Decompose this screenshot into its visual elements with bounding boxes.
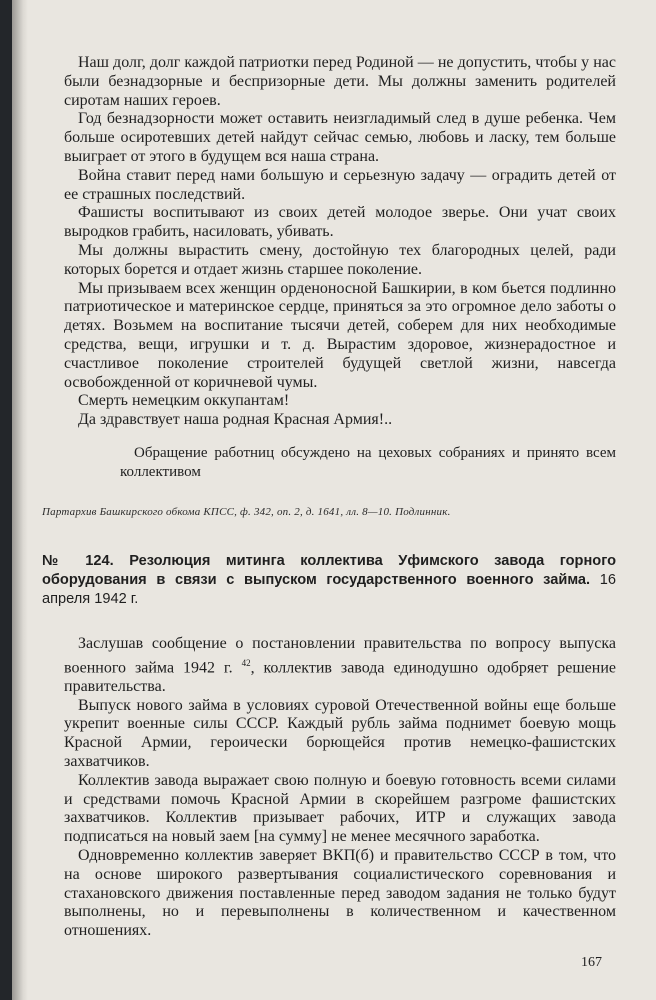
page-content [42, 54, 617, 941]
appeal-paragraph-3: Война ставит перед нами большую и серьезную задачу — оградить детей от ее страшных последствий. [64, 166, 616, 203]
archive-source: Партархив Башкирского обкома КПСС, ф. 342, оп. 2, д. 1641, лл. 8—10. Подлинник. [42, 505, 451, 518]
appeal-paragraph-2: Год безнадзорности может оставить неизгладимый след в душе ребенка. Чем больше осиротевших детей найдут сейчас семью, любовь и ласку, тем больше выиграет от этого в будущем вся наша страна. [64, 110, 616, 165]
footnote-ref: 42 [241, 657, 251, 668]
resolution-paragraph-3: Коллектив завода выражает свою полную и боевую готовность всеми силами и средствами помочь Красной Армии в скорейшем разгроме фашистских захватчиков. Коллектив призывает рабочих, ИТР и служащих завода подписаться на новый заем [на сумму] не менее месячного заработка. [64, 771, 616, 846]
page-number: 167 [581, 955, 602, 970]
appeal-paragraph-4: Фашисты воспитывают из своих детей молодое зверье. Они учат своих выродков грабить, насиловать, убивать. [64, 204, 616, 241]
slogan-line-1: Смерть немецким оккупантам! [78, 392, 290, 410]
resolution-section [64, 635, 616, 941]
document-heading [42, 552, 616, 609]
appeal-paragraph-1: Наш долг, долг каждой патриотки перед Родиной — не допустить, чтобы у нас были безнадзорные и беспризорные дети. Мы должны заменить родителей сиротам наших героев. [64, 54, 616, 109]
slogan-line-2: Да здравствует наша родная Красная Армия!.. [78, 411, 393, 429]
resolution-paragraph-1-text: Заслушав сообщение о постановлении правительства по вопросу выпуска военного займа 1942 г. [64, 634, 616, 677]
appeal-paragraph-6: Мы призываем всех женщин орденоносной Башкирии, в ком бьется подлинно патриотическое и материнское сердце, приняться за это огромное дело заботы о детях. Возьмем на воспитание тысячи детей, соберем для них необходимые средства, вещи, игрушки и т. д. Вырастим здоровое, жизнерадостное и счастливое поколение строителей будущей светлой жизни, навсегда освобожденной от коричневой чумы. [64, 279, 616, 391]
page-gutter-shadow [12, 0, 28, 1000]
appeal-paragraph-5: Мы должны вырастить смену, достойную тех благородных целей, ради которых борется и отдает жизнь старшее поколение. [64, 241, 616, 278]
document-date: 16 апреля 1942 г. [42, 571, 616, 607]
appeal-section [42, 54, 616, 518]
document-heading-title: № 124. Резолюция митинга коллектива Уфимского завода горного оборудования в связи с выпуском государственного военного займа. [42, 552, 616, 588]
resolution-paragraph-1 [64, 635, 616, 697]
adoption-note: Обращение работниц обсуждено на цеховых собраниях и принято всем коллективом [120, 444, 616, 480]
book-page [12, 0, 656, 1000]
resolution-paragraph-1-rest: , коллектив завода единодушно одобряет решение правительства. [64, 659, 617, 695]
resolution-paragraph-2: Выпуск нового займа в условиях суровой Отечественной войны еще больше укрепит военные силы СССР. Каждый рубль займа поднимет боевую мощь Красной Армии, героически борющейся против немецко-фашистских захватчиков. [64, 696, 616, 771]
resolution-paragraph-4: Одновременно коллектив заверяет ВКП(б) и правительство СССР в том, что на основе широкого развертывания социалистического соревнования и стахановского движения поставленные перед заводом задания не только будут выполнены, но и перевыполнены в количественном и качественном отношениях. [64, 847, 616, 940]
